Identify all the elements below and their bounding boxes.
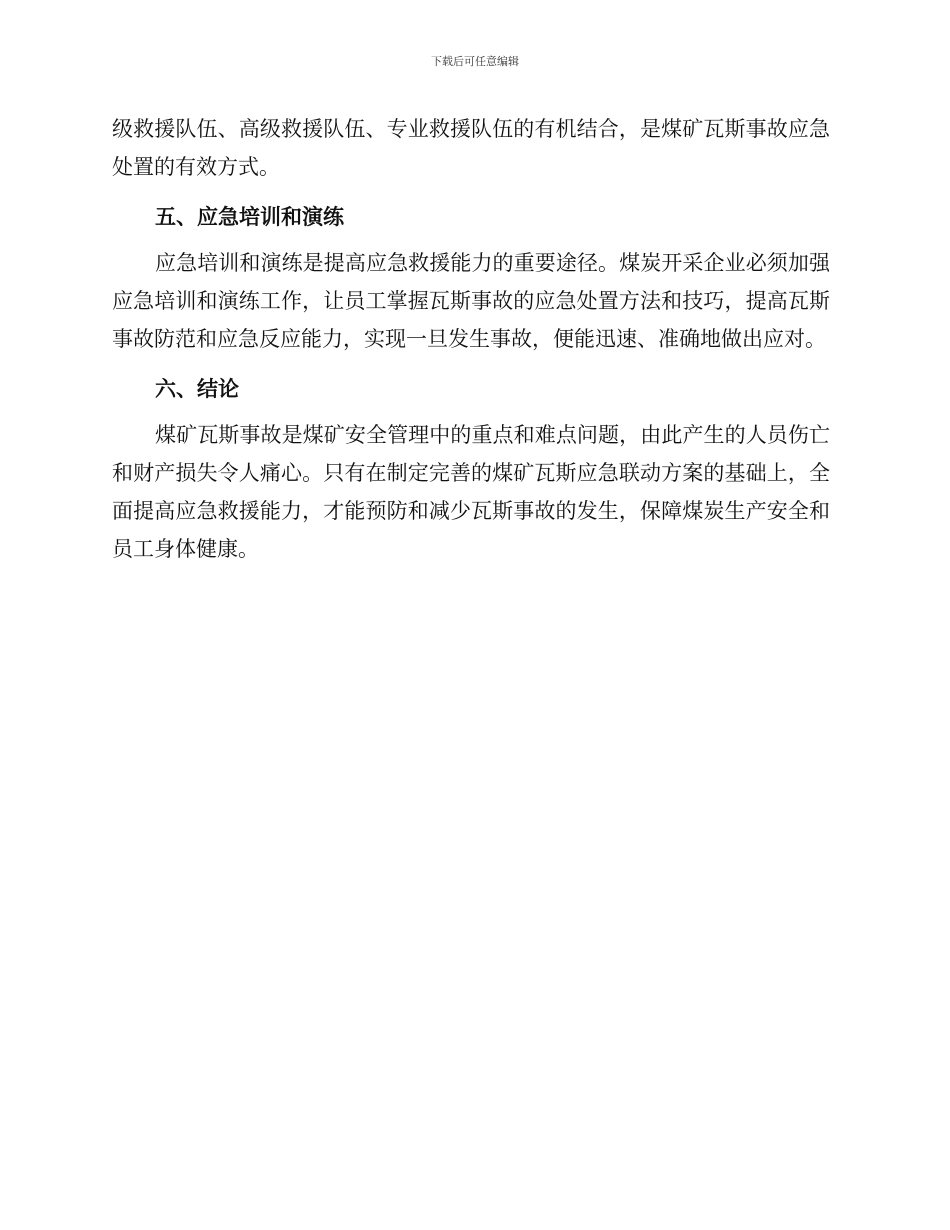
section-heading-training: 五、应急培训和演练	[155, 205, 344, 229]
page-header: 下载后可任意编辑	[431, 55, 519, 68]
section-body-training: 应急培训和演练是提高应急救援能力的重要途径。煤炭开采企业必须加强应急培训和演练工作，让员工掌握瓦斯事故的应急处置方法和技巧，提高瓦斯事故防范和应急反应能力，实现一旦发生事故，便能迅速、准确地做出应对。	[112, 251, 830, 351]
section-heading-conclusion: 六、结论	[155, 377, 239, 401]
section-body-conclusion: 煤矿瓦斯事故是煤矿安全管理中的重点和难点问题，由此产生的人员伤亡和财产损失令人痛心。只有在制定完善的煤矿瓦斯应急联动方案的基础上，全面提高应急救援能力，才能预防和减少瓦斯事故的发生，保障煤炭生产安全和员工身体健康。	[112, 423, 830, 561]
continuation-paragraph: 级救援队伍、高级救援队伍、专业救援队伍的有机结合，是煤矿瓦斯事故应急处置的有效方式。	[112, 117, 830, 179]
document-body	[112, 110, 830, 568]
